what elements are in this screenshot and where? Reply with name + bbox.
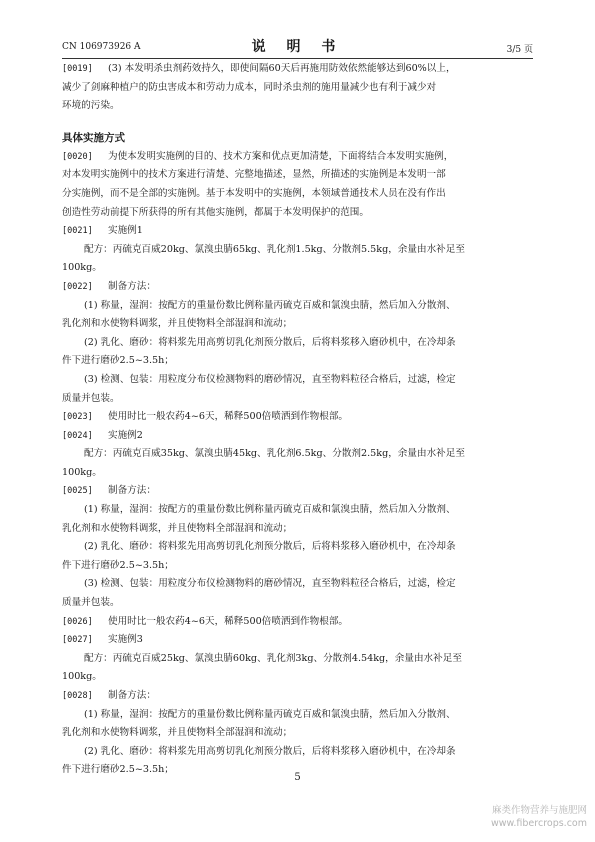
paragraph-0022: [0022] 制备方法： [62, 278, 534, 297]
para-tag: [0021] [62, 226, 93, 237]
paragraph-0025: [0025] 制备方法： [62, 482, 534, 501]
para-tag: [0019] [62, 64, 93, 74]
paragraph-line: 分实施例，而不是全部的实施例。基于本发明中的实施例，本领域普通技术人员在没有作出 [62, 187, 446, 199]
paragraph-line: 减少了剑麻种植户的防虫害成本和劳动力成本，同时杀虫剂的施用量减少也有利于减少对 [62, 81, 437, 93]
paragraph-line: 质量并包装。 [62, 392, 120, 404]
watermark-line: 麻类作物营养与施肥网 [491, 805, 587, 816]
paragraph-0023: [0023] 使用时比一般农药4~6天，稀释500倍喷洒到作物根部。 [62, 408, 534, 427]
paragraph-line: 乳化剂和水使物料调浆，并且使物料全部湿润和流动； [62, 727, 293, 739]
para-tag: [0026] [62, 616, 93, 627]
paragraph-line: 乳化剂和水使物料调浆，并且使物料全部湿润和流动； [62, 318, 293, 330]
paragraph-line: (2) 乳化、磨砂：将料浆先用高剪切乳化剂预分散后，后将料浆移入磨砂机中，在冷却条 [84, 336, 456, 348]
paragraph-line: 乳化剂和水使物料调浆，并且使物料全部湿润和流动； [62, 522, 293, 534]
page-number: 5 [294, 772, 301, 783]
watermark [491, 804, 587, 830]
paragraph-0026: [0026] 使用时比一般农药4~6天，稀释500倍喷洒到作物根部。 [62, 613, 534, 632]
paragraph-0020: [0020] 为使本发明实施例的目的、技术方案和优点更加清楚，下面将结合本发明实施例， [62, 148, 534, 167]
paragraph-0019: [0019] (3) 本发明杀虫剂药效持久，即使间隔60天后再施用防效依然能够达到60%以上， [62, 60, 534, 79]
paragraph-line: (2) 乳化、磨砂：将料浆先用高剪切乳化剂预分散后，后将料浆移入磨砂机中，在冷却条 [84, 745, 456, 757]
para-tag: [0020] [62, 151, 93, 162]
paragraph-0021: [0021] 实施例1 [62, 222, 534, 241]
doc-number: CN 106973926 A [62, 42, 141, 52]
paragraph-line: 质量并包装。 [62, 597, 120, 609]
document-body [62, 60, 534, 780]
page-title: 说 明 书 [251, 39, 344, 55]
para-tag: [0023] [62, 412, 93, 423]
paragraph-line: (1) 称量，湿润：按配方的重量份数比例称量丙硫克百威和氯溴虫腈，然后加入分散剂、 [84, 708, 456, 720]
paragraph-line: (3) 检测、包装：用粒度分布仪检测物料的磨砂情况，直至物料粒径合格后，过滤，检定 [84, 373, 456, 385]
paragraph-line: 配方：丙硫克百威20kg、氯溴虫腈65kg、乳化剂1.5kg、分散剂5.5kg，余量由水补足至 [84, 243, 465, 255]
page-indicator: 3/5 页 [506, 45, 533, 55]
paragraph-line: 环境的污染。 [62, 100, 120, 112]
paragraph-line: (1) 称量，湿润：按配方的重量份数比例称量丙硫克百威和氯溴虫腈，然后加入分散剂、 [84, 299, 456, 311]
paragraph-line: 件下进行磨砂2.5~3.5h； [62, 559, 174, 571]
para-tag: [0028] [62, 691, 93, 701]
paragraph-line: 配方：丙硫克百威35kg、氯溴虫腈45kg、乳化剂6.5kg、分散剂2.5kg，余量由水补足至 [84, 448, 465, 460]
paragraph-0028: [0028] 制备方法： [62, 687, 534, 706]
paragraph-line: 件下进行磨砂2.5~3.5h； [62, 355, 174, 367]
paragraph-line: 对本发明实施例中的技术方案进行清楚、完整地描述，显然，所描述的实施例是本发明一部 [62, 169, 446, 181]
paragraph-0024: [0024] 实施例2 [62, 427, 534, 446]
paragraph-0027: [0027] 实施例3 [62, 631, 534, 650]
paragraph-line: 配方：丙硫克百威25kg、氯溴虫腈60kg、乳化剂3kg、分散剂4.54kg，余量由水补足至 [84, 652, 462, 664]
paragraph-line: (3) 检测、包装：用粒度分布仪检测物料的磨砂情况，直至物料粒径合格后，过滤，检定 [84, 578, 456, 590]
para-tag: [0024] [62, 430, 93, 441]
paragraph-line: 创造性劳动前提下所获得的所有其他实施例，都属于本发明保护的范围。 [62, 206, 369, 218]
paragraph-line: (1) 称量，湿润：按配方的重量份数比例称量丙硫克百威和氯溴虫腈，然后加入分散剂、 [84, 504, 456, 516]
paragraph-line: 100kg。 [62, 262, 102, 274]
paragraph-line: (2) 乳化、磨砂：将料浆先用高剪切乳化剂预分散后，后将料浆移入磨砂机中，在冷却条 [84, 541, 456, 553]
paragraph-line: 100kg。 [62, 466, 102, 478]
para-tag: [0027] [62, 635, 93, 646]
paragraph-line: 100kg。 [62, 671, 102, 683]
para-tag: [0022] [62, 281, 93, 292]
paragraph-line: 件下进行磨砂2.5~3.5h； [62, 764, 174, 776]
watermark-line: www.fibercrops.com [490, 818, 587, 829]
section-heading: 具体实施方式 [62, 131, 125, 144]
page-header [62, 36, 533, 59]
para-tag: [0025] [62, 486, 93, 497]
